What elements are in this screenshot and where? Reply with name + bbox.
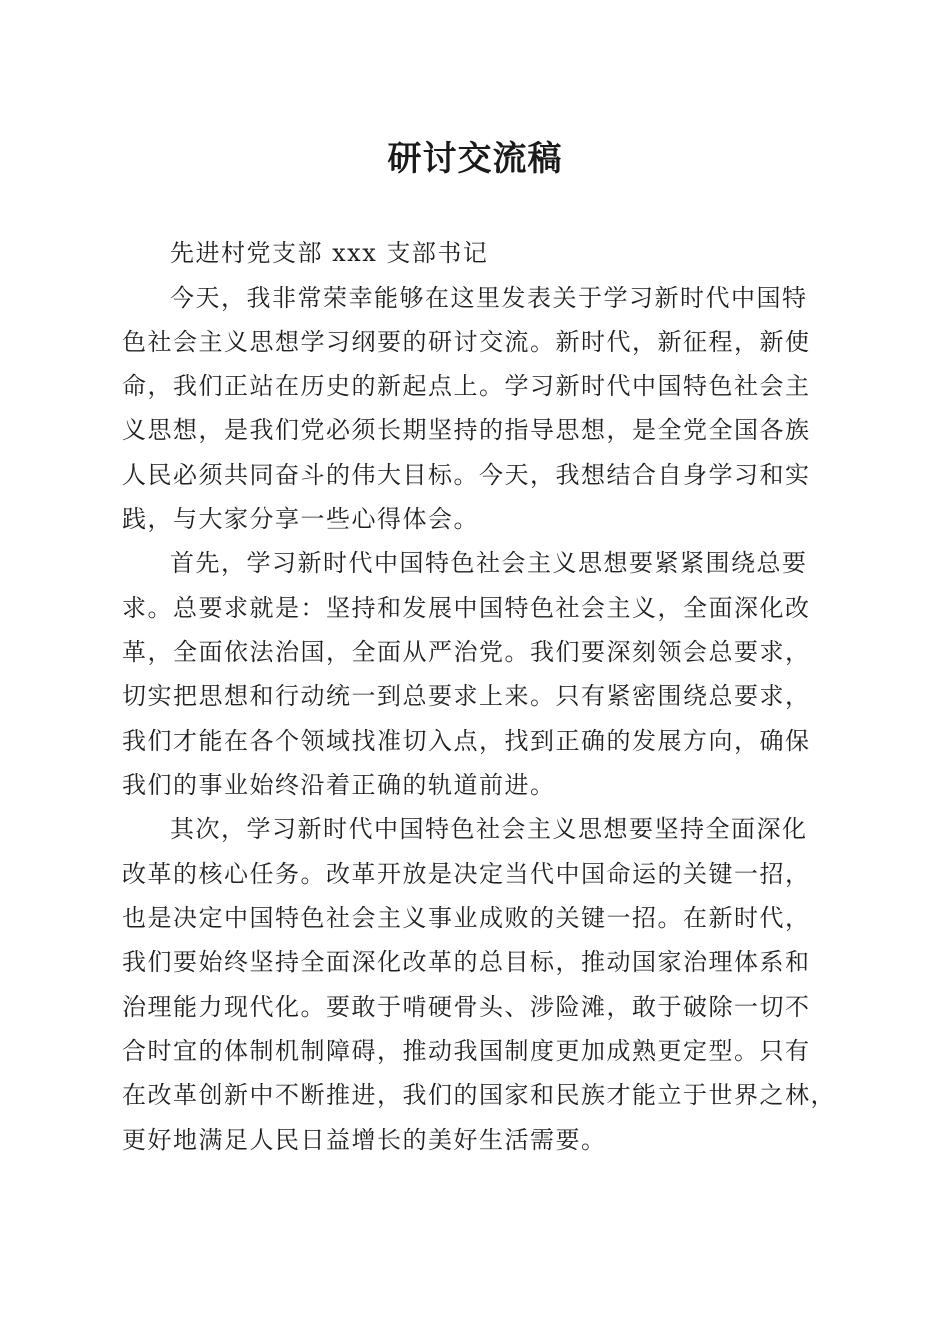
paragraph-line: 色社会主义思想学习纲要的研讨交流。新时代，新征程，新使	[122, 328, 811, 356]
paragraph-line: 求。总要求就是：坚持和发展中国特色社会主义，全面深化改	[122, 594, 811, 622]
paragraph-line: 今天，我非常荣幸能够在这里发表关于学习新时代中国特	[170, 284, 808, 312]
paragraph-line: 合时宜的体制机制障碍，推动我国制度更加成熟更定型。只有	[122, 1037, 811, 1065]
paragraph-line: 其次，学习新时代中国特色社会主义思想要坚持全面深化	[170, 815, 808, 843]
paragraph-line: 践，与大家分享一些心得体会。	[122, 505, 479, 533]
document-title: 研讨交流稿	[387, 139, 563, 179]
paragraph-line: 我们要始终坚持全面深化改革的总目标，推动国家治理体系和	[122, 948, 811, 976]
paragraph-line: 切实把思想和行动统一到总要求上来。只有紧密围绕总要求，	[122, 682, 811, 710]
paragraph-line: 首先，学习新时代中国特色社会主义思想要紧紧围绕总要	[170, 549, 808, 577]
paragraph-line: 治理能力现代化。要敢于啃硬骨头、涉险滩，敢于破除一切不	[122, 993, 811, 1021]
paragraph-line: 革，全面依法治国，全面从严治党。我们要深刻领会总要求，	[122, 638, 811, 666]
paragraph-line: 我们的事业始终沿着正确的轨道前进。	[122, 771, 556, 799]
paragraph-line: 更好地满足人民日益增长的美好生活需要。	[122, 1126, 607, 1154]
paragraph-line: 改革的核心任务。改革开放是决定当代中国命运的关键一招，	[122, 860, 811, 888]
paragraph-line: 命，我们正站在历史的新起点上。学习新时代中国特色社会主	[122, 372, 811, 400]
paragraph-line: 义思想，是我们党必须长期坚持的指导思想，是全党全国各族	[122, 416, 811, 444]
paragraph-line: 也是决定中国特色社会主义事业成败的关键一招。在新时代，	[122, 904, 811, 932]
paragraph-line: 人民必须共同奋斗的伟大目标。今天，我想结合自身学习和实	[122, 461, 811, 489]
paragraph-line: 我们才能在各个领域找准切入点，找到正确的发展方向，确保	[122, 727, 811, 755]
paragraph-line: 在改革创新中不断推进，我们的国家和民族才能立于世界之林，	[122, 1081, 836, 1109]
author-line: 先进村党支部 xxx 支部书记	[170, 239, 489, 267]
